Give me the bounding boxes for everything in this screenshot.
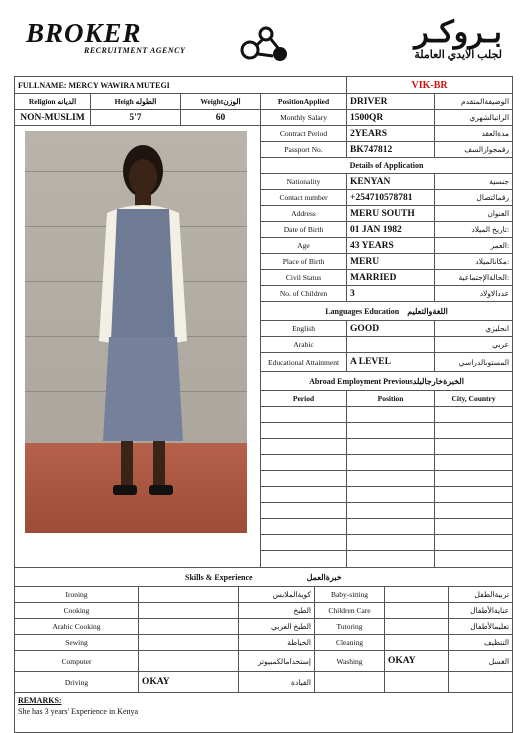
skill-ar: التنظيف	[449, 635, 513, 651]
skill-value	[139, 603, 239, 619]
skill-label: Arabic Cooking	[15, 619, 139, 635]
detail-label: Age	[261, 238, 347, 254]
brand-block	[26, 20, 185, 55]
ref-code: VIK-BR	[411, 79, 448, 91]
height-header	[91, 94, 181, 110]
skill-label: Washing	[315, 651, 385, 672]
skill-ar: الطبخ العربي	[239, 619, 315, 635]
arabic-brand-name: بـروكـر	[414, 16, 502, 49]
detail-ar: العنوان	[435, 206, 513, 222]
detail-label: Civil Status	[261, 270, 347, 286]
skill-ar: القيادة	[239, 672, 315, 693]
skill-value	[139, 635, 239, 651]
skill-ar: إستخدامالكمبيوتر	[239, 651, 315, 672]
remarks-text: She has 3 years' Experience in Kenya	[18, 707, 139, 716]
brand-subtitle: RECRUITMENT AGENCY	[84, 46, 186, 55]
ref-code-cell	[347, 77, 513, 94]
skill-label: Cleaning	[315, 635, 385, 651]
skill-ar: تربيةالطفل	[449, 587, 513, 603]
detail-label: Place of Birth	[261, 254, 347, 270]
job-label-1: Monthly Salary	[261, 110, 347, 126]
job-ar-1: الراتبالشهري	[435, 110, 513, 126]
skill-ar: الطبخ	[239, 603, 315, 619]
detail-ar: عددالاولاد	[435, 286, 513, 302]
photo-cell	[15, 126, 261, 568]
fullname-label: FULLNAME:	[18, 80, 67, 90]
skill-value: OKAY	[139, 672, 239, 693]
detail-value: +254710578781	[347, 190, 435, 206]
skill-ar: الغسل	[449, 651, 513, 672]
detail-label: Date of Birth	[261, 222, 347, 238]
fullname-row	[15, 77, 513, 94]
language-value: GOOD	[347, 321, 435, 337]
job-label-3: Passport No.	[261, 142, 347, 158]
skill-value	[139, 587, 239, 603]
detail-ar: مكانالميلاد:	[435, 254, 513, 270]
language-ar: انجليزي	[435, 321, 513, 337]
job-ar-0: الوضيفةالمتقدم	[435, 94, 513, 110]
job-value-1: 1500QR	[347, 110, 435, 126]
detail-label: No. of Children	[261, 286, 347, 302]
skills-title: Skills & Experience	[185, 572, 253, 582]
skill-label: Cooking	[15, 603, 139, 619]
language-ar: عربي	[435, 337, 513, 353]
personal-header-row	[15, 94, 513, 110]
agency-logo-icon	[236, 24, 294, 66]
application-form	[14, 8, 512, 720]
detail-value: MERU SOUTH	[347, 206, 435, 222]
skills-title-row	[15, 568, 513, 587]
language-label: Arabic	[261, 337, 347, 353]
detail-value: MARRIED	[347, 270, 435, 286]
job-label-0: PositionApplied	[261, 94, 347, 110]
job-value-0: DRIVER	[347, 94, 435, 110]
fullname-cell	[15, 77, 347, 94]
detail-value: 43 YEARS	[347, 238, 435, 254]
skill-value	[385, 672, 449, 693]
language-label: English	[261, 321, 347, 337]
skill-label	[315, 672, 385, 693]
detail-value: 01 JAN 1982	[347, 222, 435, 238]
skill-value	[139, 651, 239, 672]
details-title: Details of Application	[261, 158, 513, 174]
languages-title-cell	[261, 302, 513, 321]
skill-ar: عنايةالأطفال	[449, 603, 513, 619]
detail-label: Nationality	[261, 174, 347, 190]
brand-name: BROKER	[26, 18, 142, 48]
abroad-title: Abroad Employment Previous	[309, 376, 413, 386]
height-label: Heigh	[114, 97, 134, 106]
remarks-label: REMARKS:	[18, 696, 62, 705]
skill-ar	[449, 672, 513, 693]
personal-values-row	[15, 110, 513, 126]
height-label-ar: الطوله	[135, 97, 157, 106]
detail-ar: الحالةالإجتماعية:	[435, 270, 513, 286]
language-value	[347, 337, 435, 353]
detail-value: KENYAN	[347, 174, 435, 190]
skill-label: Sewing	[15, 635, 139, 651]
language-ar: المستوىالدراسي	[435, 353, 513, 372]
height-value: 5'7	[91, 110, 181, 126]
weight-value: 60	[181, 110, 261, 126]
religion-label: Religion	[28, 97, 56, 106]
job-ar-2: مدةالعقد	[435, 126, 513, 142]
skill-label: Tutoring	[315, 619, 385, 635]
abroad-title-cell	[261, 372, 513, 391]
languages-title: Languages Education	[325, 306, 400, 316]
skill-row	[15, 672, 513, 693]
skills-title-ar: خبرةالعمل	[306, 572, 342, 582]
form-table	[14, 76, 513, 568]
remarks-row	[15, 693, 513, 733]
languages-title-ar: اللغةوالتعليم	[407, 306, 448, 316]
skill-row	[15, 603, 513, 619]
job-ar-3: رقمجوازالسف	[435, 142, 513, 158]
skill-label: Baby-sitting	[315, 587, 385, 603]
language-label: Educational Attainment	[261, 353, 347, 372]
detail-ar: جنسية	[435, 174, 513, 190]
fullname-value: MERCY WAWIRA MUTEGI	[68, 80, 170, 90]
detail-ar: تاريخ الميلاد:	[435, 222, 513, 238]
skills-table	[14, 567, 513, 733]
job-row-2	[15, 126, 513, 142]
detail-ar: العمر:	[435, 238, 513, 254]
religion-value: NON-MUSLIM	[15, 110, 91, 126]
detail-value: 3	[347, 286, 435, 302]
job-label-2: Contract Period	[261, 126, 347, 142]
skill-row	[15, 635, 513, 651]
form-body	[14, 76, 512, 733]
arabic-brand-subtitle: لجلب الايدي العاملة	[414, 49, 502, 61]
candidate-photo	[25, 131, 247, 533]
detail-label: Contact number	[261, 190, 347, 206]
skill-label: Driving	[15, 672, 139, 693]
skill-value	[385, 635, 449, 651]
abroad-col-city: City, Country	[435, 391, 513, 407]
skill-value	[385, 587, 449, 603]
language-value: A LEVEL	[347, 353, 435, 372]
skill-label: Computer	[15, 651, 139, 672]
detail-value: MERU	[347, 254, 435, 270]
skill-value	[139, 619, 239, 635]
job-value-2: 2YEARS	[347, 126, 435, 142]
weight-label-ar: الوزن	[223, 97, 241, 106]
job-value-3: BK747812	[347, 142, 435, 158]
skill-label: Children Care	[315, 603, 385, 619]
abroad-title-ar: الخبرةخارجالبلد	[412, 376, 464, 386]
skills-title-cell	[15, 568, 513, 587]
weight-header	[181, 94, 261, 110]
religion-label-ar: الديانه	[57, 97, 77, 106]
skill-ar: كويةالملابس	[239, 587, 315, 603]
skill-row	[15, 651, 513, 672]
detail-ar: رقمالتصال	[435, 190, 513, 206]
skill-ar: الخياطة	[239, 635, 315, 651]
skill-ar: تعليمالأطفال	[449, 619, 513, 635]
weight-label: Weight	[200, 97, 224, 106]
arabic-brand-block	[414, 18, 502, 61]
skill-value: OKAY	[385, 651, 449, 672]
religion-header	[15, 94, 91, 110]
detail-label: Address	[261, 206, 347, 222]
skill-label: Ironing	[15, 587, 139, 603]
skill-row	[15, 587, 513, 603]
skill-value	[385, 603, 449, 619]
person-figure	[83, 141, 203, 521]
skill-value	[385, 619, 449, 635]
abroad-col-period: Period	[261, 391, 347, 407]
remarks-cell	[15, 693, 513, 733]
skill-row	[15, 619, 513, 635]
abroad-col-position: Position	[347, 391, 435, 407]
agency-header	[14, 8, 512, 68]
